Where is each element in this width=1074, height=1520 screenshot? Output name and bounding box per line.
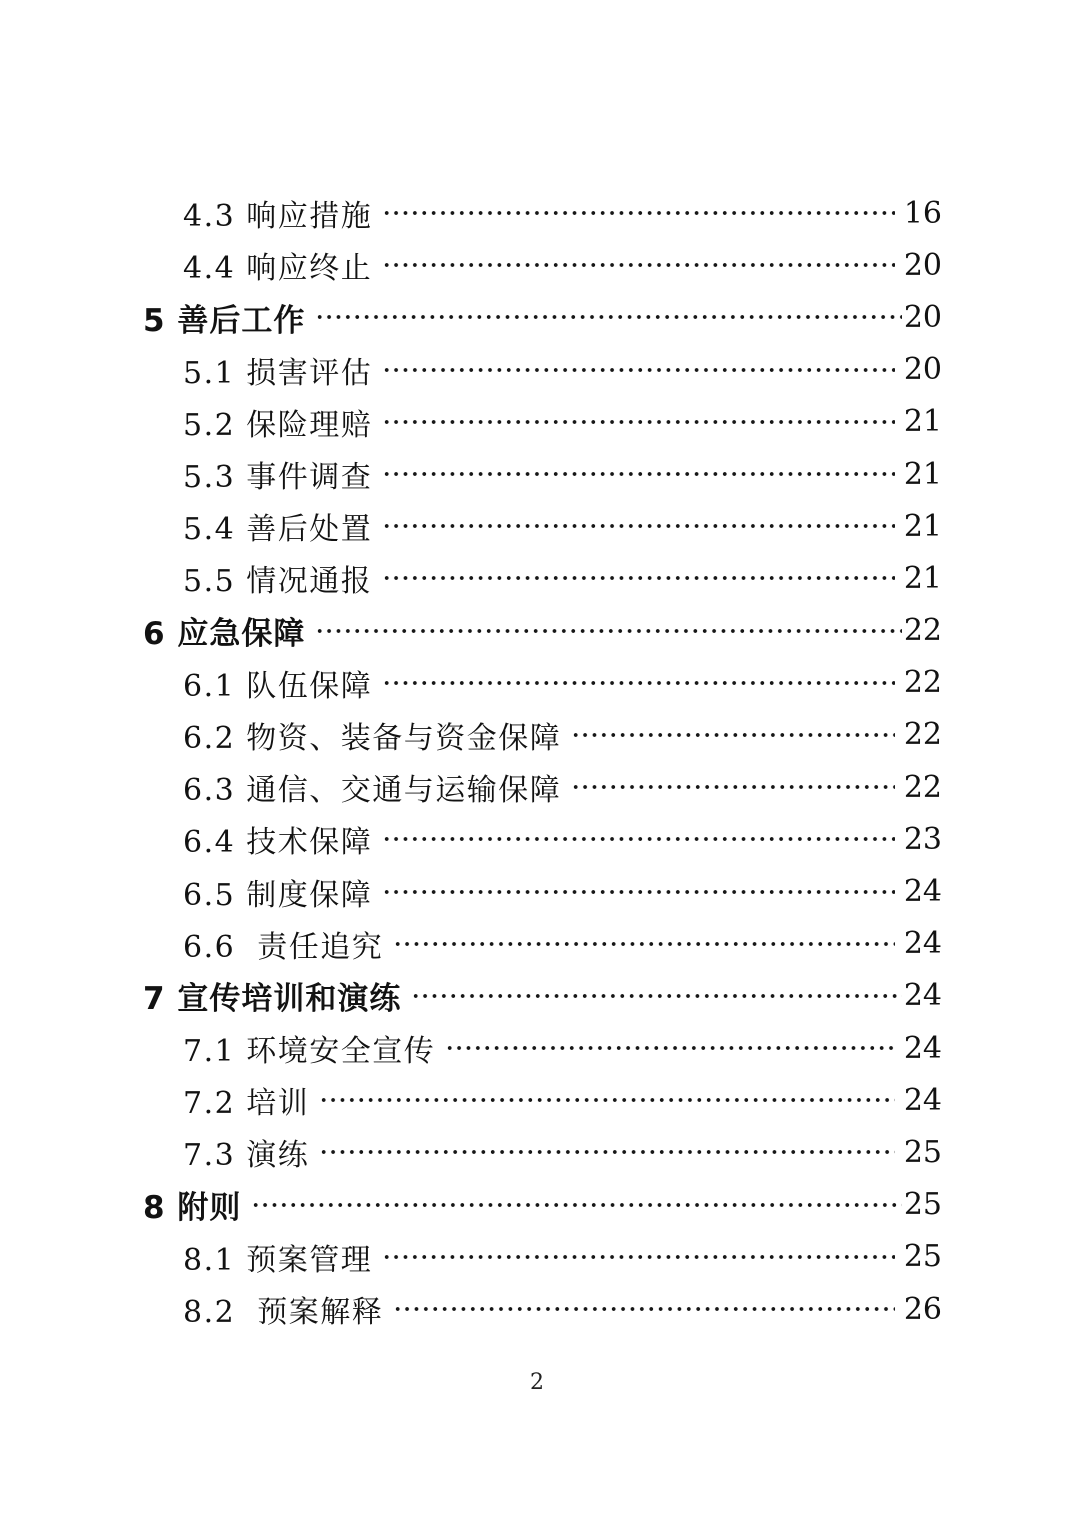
- dot-leader: [382, 407, 895, 437]
- toc-entry[interactable]: [143, 657, 942, 709]
- toc-entry-page: 25: [903, 1187, 942, 1223]
- dot-leader: [382, 563, 895, 593]
- toc-entry-page: 16: [903, 195, 942, 231]
- toc-entry[interactable]: [143, 1126, 942, 1178]
- toc-entry-label: 6.2 物资、装备与资金保障: [183, 720, 562, 756]
- toc-entry-label: 6.6 责任追究: [183, 929, 384, 965]
- dot-leader: [382, 511, 895, 541]
- toc-entry-page: 22: [903, 613, 942, 649]
- toc-entry-page: 25: [903, 1239, 942, 1275]
- toc-entry[interactable]: [143, 761, 942, 813]
- toc-entry[interactable]: [143, 813, 942, 865]
- toc-entry-label: 6.1 队伍保障: [183, 668, 373, 704]
- dot-leader: [393, 1294, 895, 1324]
- dot-leader: [382, 824, 895, 854]
- toc-entry-label: 5 善后工作: [143, 302, 306, 339]
- dot-leader: [411, 981, 901, 1011]
- toc-entry-page: 24: [903, 874, 942, 910]
- page-footer: [0, 1370, 1074, 1395]
- dot-leader: [319, 1085, 895, 1115]
- toc-entry-page: 24: [903, 1082, 942, 1118]
- dot-leader: [382, 250, 895, 280]
- dot-leader: [382, 1242, 895, 1272]
- dot-leader: [571, 720, 895, 750]
- toc-entry[interactable]: [143, 605, 942, 657]
- toc-entry-page: 24: [903, 978, 942, 1014]
- toc-entry[interactable]: [143, 918, 942, 970]
- toc-entry[interactable]: [143, 1074, 942, 1126]
- toc-entry[interactable]: [143, 865, 942, 917]
- toc-entry-page: 22: [903, 665, 942, 701]
- toc-entry[interactable]: [143, 1022, 942, 1074]
- dot-leader: [445, 1033, 895, 1063]
- toc-entry[interactable]: [143, 970, 942, 1022]
- toc-entry-label: 6.5 制度保障: [183, 877, 373, 913]
- toc-entry-page: 23: [903, 821, 942, 857]
- dot-leader: [382, 355, 895, 385]
- toc-entry-page: 26: [903, 1291, 942, 1327]
- toc-entry[interactable]: [143, 1231, 942, 1283]
- toc-entry-label: 6.3 通信、交通与运输保障: [183, 773, 562, 809]
- dot-leader: [315, 616, 901, 646]
- toc-entry-label: 5.4 善后处置: [183, 512, 373, 548]
- toc-entry[interactable]: [143, 500, 942, 552]
- toc-entry-label: 7.1 环境安全宣传: [183, 1034, 436, 1070]
- toc-entry[interactable]: [143, 1179, 942, 1231]
- toc-entry[interactable]: [143, 1283, 942, 1335]
- toc-entry-label: 6 应急保障: [143, 616, 306, 653]
- dot-leader: [315, 302, 901, 332]
- toc-entry-page: 20: [903, 247, 942, 283]
- toc-entry-label: 8.2 预案解释: [183, 1295, 384, 1331]
- toc-entry-label: 7 宣传培训和演练: [143, 981, 402, 1018]
- toc-entry[interactable]: [143, 448, 942, 500]
- toc-entry-page: 25: [903, 1134, 942, 1170]
- toc-entry-label: 8 附则: [143, 1190, 242, 1227]
- toc-entry-label: 4.4 响应终止: [183, 251, 373, 287]
- toc-entry-label: 5.5 情况通报: [183, 564, 373, 600]
- toc-entry[interactable]: [143, 239, 942, 291]
- toc-entry-page: 21: [903, 456, 942, 492]
- toc-entry[interactable]: [143, 187, 942, 239]
- toc-entry-label: 7.3 演练: [183, 1138, 310, 1174]
- dot-leader: [382, 877, 895, 907]
- toc-entry-label: 7.2 培训: [183, 1086, 310, 1122]
- toc-entry-label: 6.4 技术保障: [183, 825, 373, 861]
- toc-list: [143, 187, 942, 1335]
- dot-leader: [393, 929, 895, 959]
- toc-entry-page: 21: [903, 508, 942, 544]
- toc-entry[interactable]: [143, 291, 942, 343]
- toc-entry-page: 20: [903, 352, 942, 388]
- toc-entry-page: 24: [903, 926, 942, 962]
- toc-entry[interactable]: [143, 344, 942, 396]
- dot-leader: [251, 1190, 901, 1220]
- dot-leader: [382, 459, 895, 489]
- toc-entry-page: 22: [903, 769, 942, 805]
- toc-entry[interactable]: [143, 709, 942, 761]
- toc-entry-label: 5.2 保险理赔: [183, 407, 373, 443]
- dot-leader: [382, 198, 895, 228]
- toc-entry-page: 21: [903, 560, 942, 596]
- dot-leader: [571, 772, 895, 802]
- toc-entry-page: 24: [903, 1030, 942, 1066]
- toc-entry-page: 22: [903, 717, 942, 753]
- dot-leader: [382, 668, 895, 698]
- toc-entry-label: 8.1 预案管理: [183, 1242, 373, 1278]
- page-number: 2: [530, 1370, 544, 1395]
- dot-leader: [319, 1137, 895, 1167]
- toc-entry-label: 5.1 损害评估: [183, 355, 373, 391]
- toc-entry[interactable]: [143, 396, 942, 448]
- toc-entry[interactable]: [143, 552, 942, 604]
- toc-entry-page: 20: [903, 299, 942, 335]
- toc-entry-page: 21: [903, 404, 942, 440]
- toc-entry-label: 4.3 响应措施: [183, 199, 373, 235]
- toc-entry-label: 5.3 事件调查: [183, 460, 373, 496]
